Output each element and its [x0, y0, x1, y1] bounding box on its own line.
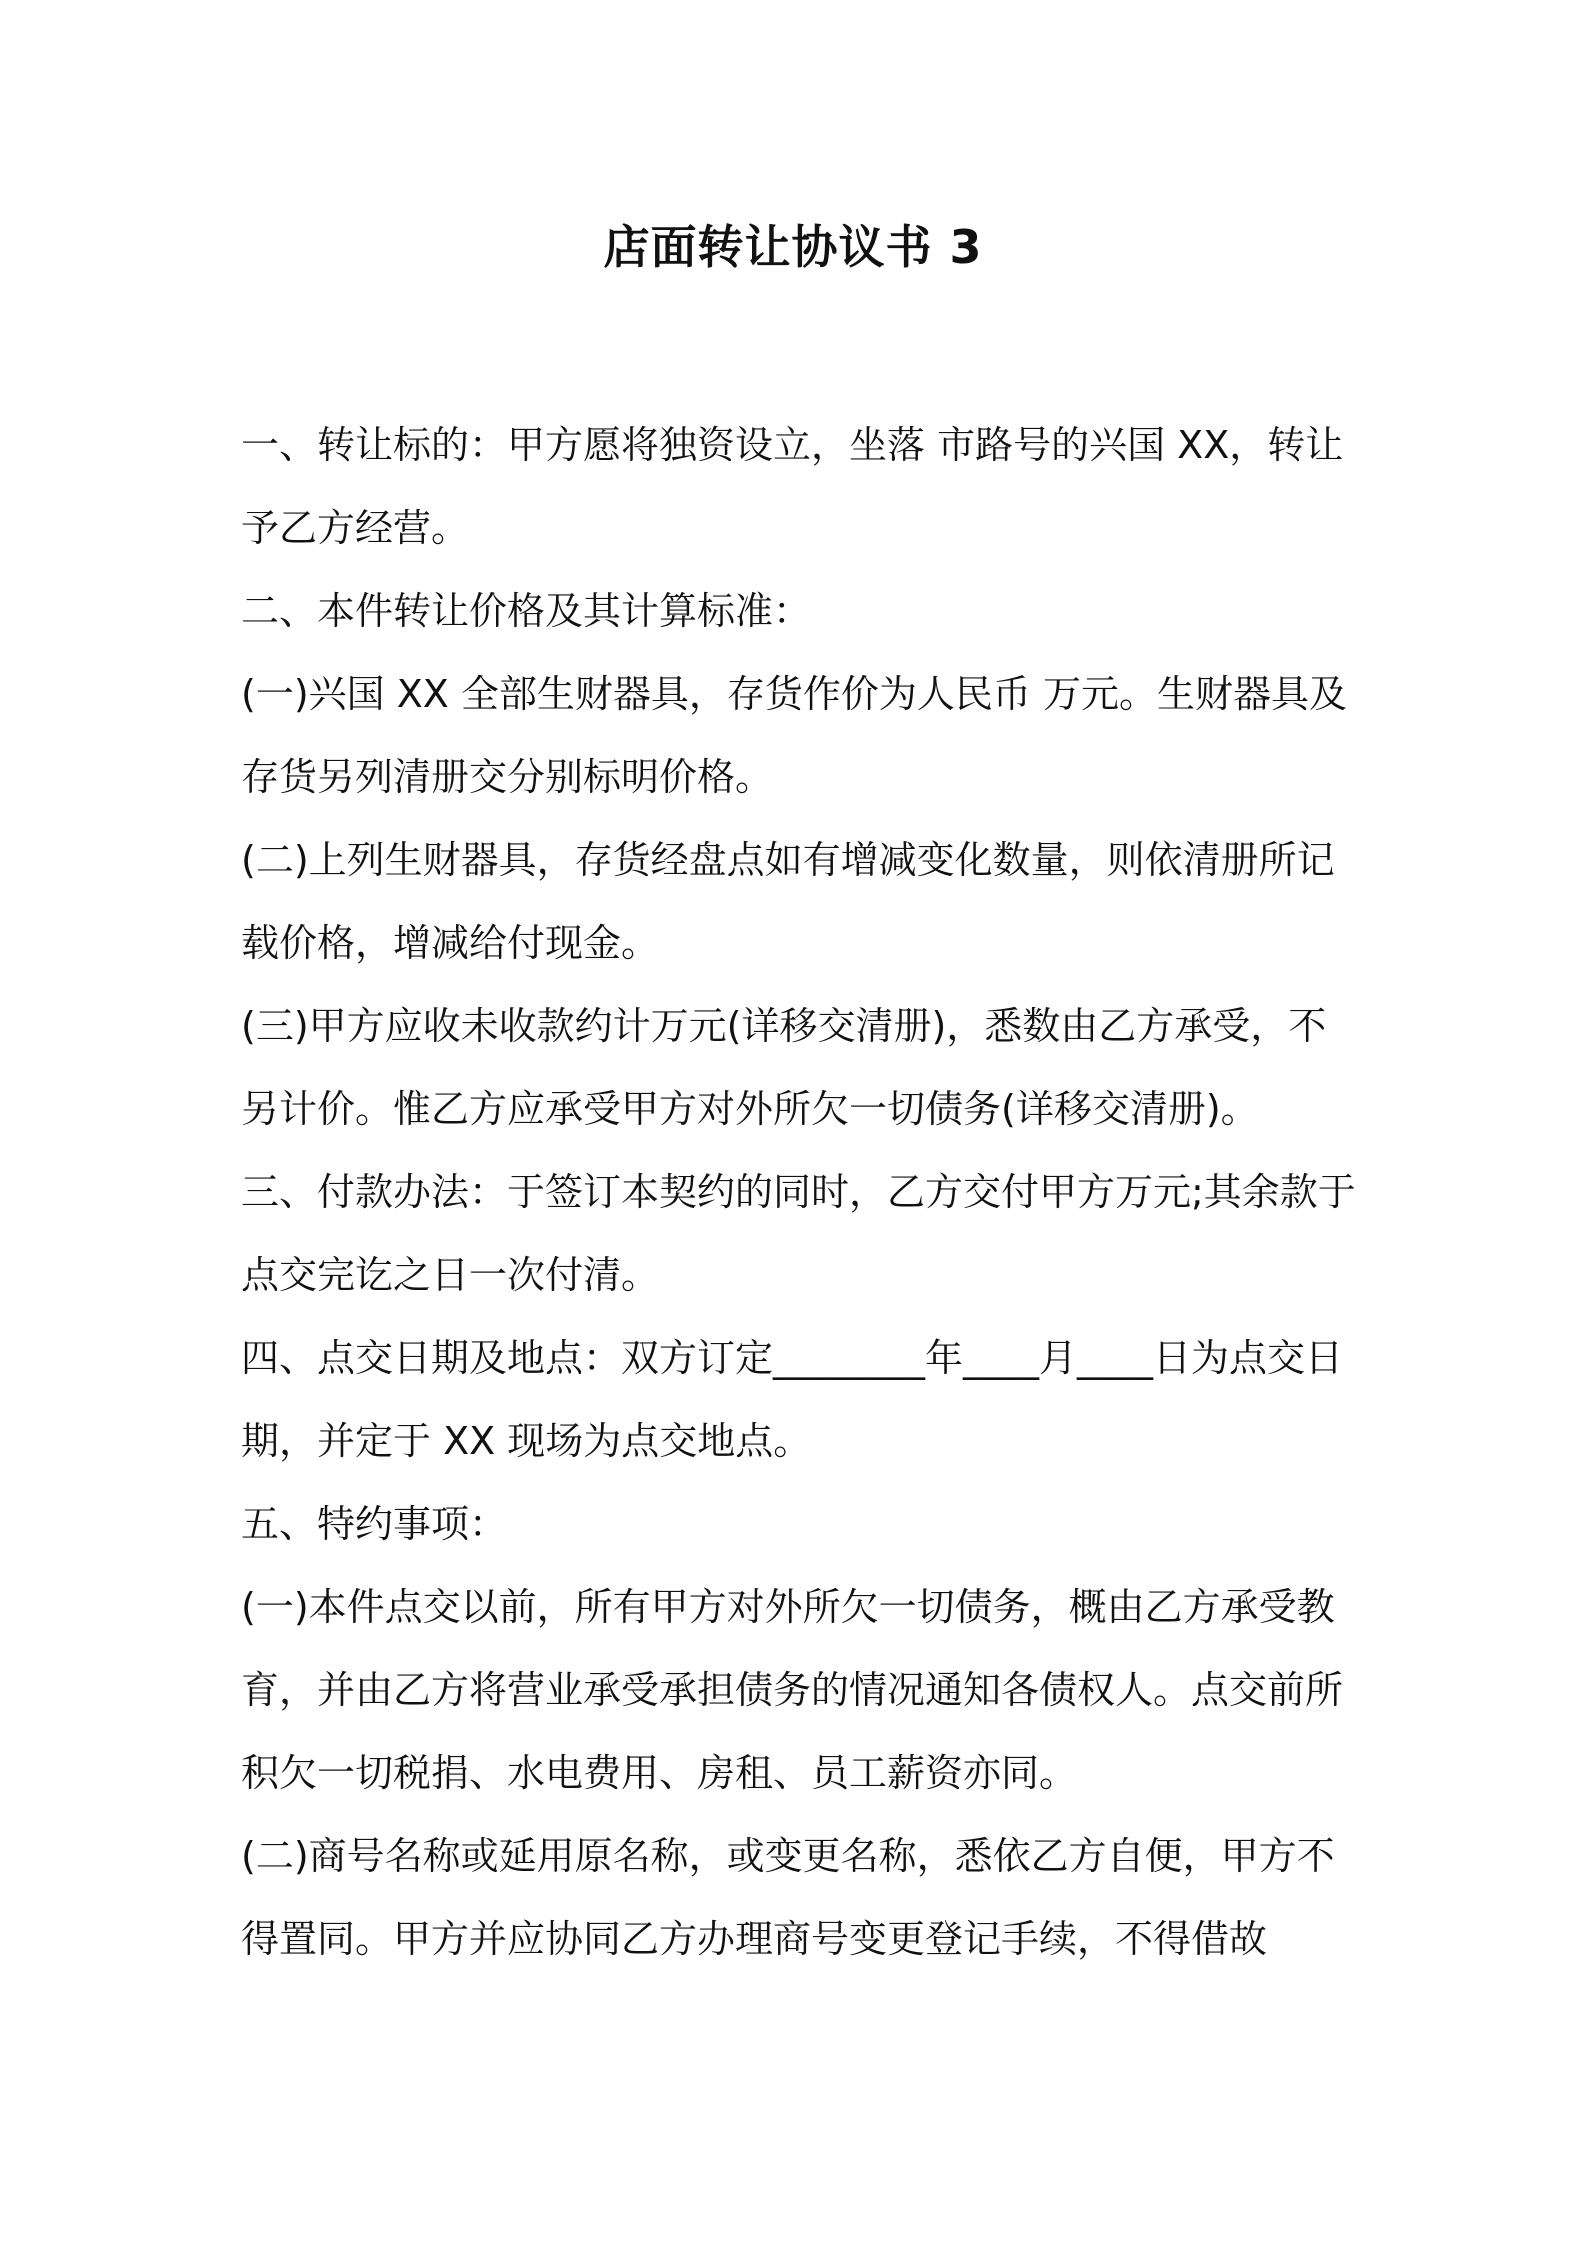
paragraph-special-term-2: (二)商号名称或延用原名称，或变更名称，悉依乙方自便，甲方不得置同。甲方并应协同乙方办理商号变更登记手续，不得借故	[241, 1834, 1335, 1961]
paragraph-transfer-subject: 一、转让标的：甲方愿将独资设立，坐落 市路号的兴国 XX，转让予乙方经营。	[241, 423, 1344, 550]
paragraph-special-term-1: (一)本件点交以前，所有甲方对外所欠一切债务，概由乙方承受教育，并由乙方将营业承受承担债务的情况通知各债权人。点交前所积欠一切税捐、水电费用、房租、员工薪资亦同。	[241, 1585, 1344, 1795]
paragraph-price-item-3: (三)甲方应收未收款约计万元(详移交清册)，悉数由乙方承受，不另计价。惟乙方应承受甲方对外所欠一切债务(详移交清册)。	[241, 1004, 1327, 1131]
paragraph-price-item-2: (二)上列生财器具，存货经盘点如有增减变化数量，则依清册所记载价格，增减给付现金。	[241, 838, 1335, 965]
paragraph-price-heading: 二、本件转让价格及其计算标准：	[241, 589, 812, 633]
paragraph-price-item-1: (一)兴国 XX 全部生财器具，存货作价为人民币 万元。生财器具及存货另列清册交分别标明价格。	[241, 672, 1347, 799]
document-body	[241, 404, 1357, 1981]
paragraph-special-terms-heading: 五、特约事项：	[241, 1502, 508, 1546]
document-title: 店面转让协议书 3	[603, 220, 983, 274]
paragraph-payment-method: 三、付款办法：于签订本契约的同时，乙方交付甲方万元;其余款于点交完讫之日一次付清。	[241, 1170, 1356, 1297]
paragraph-handover-date: 四、点交日期及地点：双方订定________年____月____日为点交日期，并定于 XX 现场为点交地点。	[241, 1336, 1344, 1463]
